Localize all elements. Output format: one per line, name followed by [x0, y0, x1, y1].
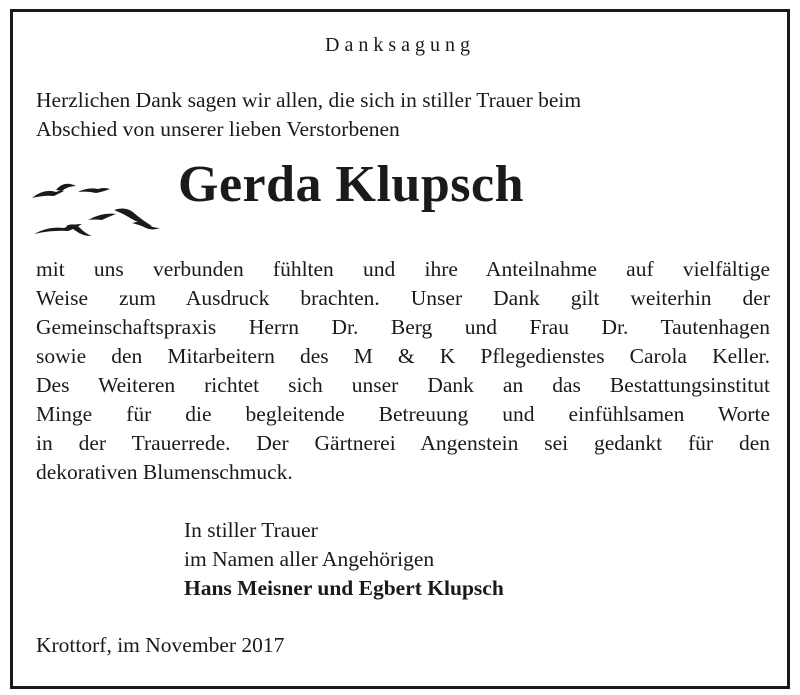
- signature-names: Hans Meisner und Egbert Klupsch: [184, 576, 504, 600]
- intro-paragraph: [36, 86, 770, 144]
- body-line: mit uns verbunden fühlten und ihre Anteilnahme auf vielfältige: [36, 257, 770, 281]
- place-date: Krottorf, im November 2017: [36, 633, 285, 657]
- body-line: dekorativen Blumenschmuck.: [36, 460, 293, 484]
- body-paragraph: [36, 255, 770, 487]
- signature-line: In stiller Trauer: [184, 518, 318, 542]
- body-line: Weise zum Ausdruck brachten. Unser Dank gilt weiterhin der: [36, 286, 770, 310]
- body-line: Gemeinschaftspraxis Herrn Dr. Berg und Frau Dr. Tautenhagen: [36, 315, 770, 339]
- body-line: Minge für die begleitende Betreuung und einfühlsamen Worte: [36, 402, 770, 426]
- birds-icon: [30, 176, 180, 242]
- body-line: Des Weiteren richtet sich unser Dank an das Bestattungsinstitut: [36, 373, 770, 397]
- signature-line: im Namen aller Angehörigen: [184, 547, 435, 571]
- intro-line: Herzlichen Dank sagen wir allen, die sich in stiller Trauer beim: [36, 88, 582, 112]
- notice-heading: Danksagung: [325, 34, 475, 56]
- body-line: sowie den Mitarbeitern des M & K Pflegedienstes Carola Keller.: [36, 344, 770, 368]
- signature-block: [184, 516, 504, 603]
- body-line: in der Trauerrede. Der Gärtnerei Angenstein sei gedankt für den: [36, 431, 770, 455]
- intro-line: Abschied von unserer lieben Verstorbenen: [36, 117, 400, 141]
- deceased-name: Gerda Klupsch: [178, 156, 524, 213]
